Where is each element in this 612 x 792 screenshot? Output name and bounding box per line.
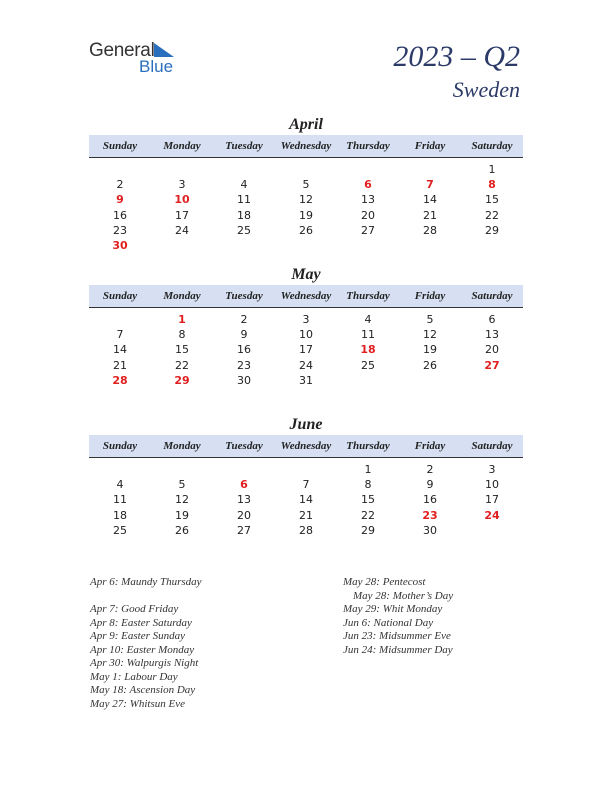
- day-cell: 2: [426, 463, 434, 476]
- day-cell: 2: [240, 313, 248, 326]
- empty-day-cell: [89, 462, 151, 477]
- day-cell: 28: [112, 373, 128, 387]
- day-cell: 18: [360, 343, 376, 357]
- day-cell: 9: [116, 193, 124, 207]
- day-cell: 22: [485, 208, 499, 222]
- day-cell: 29: [174, 373, 190, 387]
- weekday-label: Tuesday: [225, 140, 263, 152]
- day-cell: 2: [116, 178, 124, 192]
- day-cell: 16: [113, 208, 127, 222]
- empty-day-cell: [337, 238, 399, 253]
- day-cell: 19: [175, 508, 189, 522]
- empty-day-cell: [399, 238, 461, 253]
- holiday-note: Apr 10: Easter Monday: [90, 643, 195, 656]
- day-cell: 4: [240, 178, 248, 192]
- weekday-label: Monday: [163, 140, 201, 152]
- day-cell: 22: [361, 508, 375, 522]
- day-cell: 11: [361, 328, 375, 342]
- logo-general-text: General: [89, 40, 155, 61]
- empty-day-cell: [275, 162, 337, 177]
- month-april: [89, 115, 523, 253]
- day-cell: 11: [113, 493, 127, 507]
- empty-day-cell: [461, 523, 523, 538]
- weekday-label: Monday: [163, 440, 201, 452]
- holiday-note: May 18: Ascension Day: [90, 684, 196, 696]
- day-cell: 20: [485, 343, 499, 357]
- holiday-note: Jun 6: National Day: [343, 616, 434, 629]
- empty-day-cell: [213, 162, 275, 177]
- day-cell: 11: [237, 193, 251, 207]
- day-cell: 27: [361, 223, 375, 237]
- day-cell: 10: [174, 193, 190, 207]
- weekday-label: Thursday: [346, 140, 390, 152]
- day-cell: 9: [426, 478, 434, 492]
- weekday-label: Saturday: [471, 290, 513, 302]
- weekday-label: Sunday: [102, 140, 138, 152]
- holiday-notes-left: [90, 576, 202, 711]
- empty-day-cell: [151, 238, 213, 253]
- day-cell: 15: [175, 343, 189, 357]
- weekday-label: Friday: [414, 440, 446, 452]
- weekday-label: Wednesday: [280, 290, 332, 302]
- day-cell: 3: [302, 313, 310, 326]
- day-cell: 14: [113, 343, 127, 357]
- day-cell: 6: [488, 313, 496, 326]
- day-cell: 25: [361, 358, 375, 372]
- month-name: April: [289, 116, 323, 133]
- day-cell: 17: [175, 208, 189, 222]
- day-cell: 5: [426, 313, 434, 326]
- note-spacer: [90, 590, 202, 604]
- day-cell: 6: [364, 178, 372, 192]
- day-cell: 19: [299, 208, 313, 222]
- weekday-label: Tuesday: [225, 440, 263, 452]
- empty-day-cell: [337, 162, 399, 177]
- weekday-label: Tuesday: [225, 290, 263, 302]
- day-cell: 29: [485, 223, 499, 237]
- day-cell: 15: [485, 193, 499, 207]
- weekday-label: Sunday: [102, 290, 138, 302]
- day-cell: 23: [113, 223, 127, 237]
- day-cell: 28: [423, 223, 437, 237]
- weekday-label: Sunday: [102, 440, 138, 452]
- holiday-note: Apr 6: Maundy Thursday: [90, 576, 202, 588]
- day-cell: 29: [361, 523, 375, 537]
- day-cell: 12: [299, 193, 313, 207]
- day-cell: 28: [299, 523, 313, 537]
- empty-day-cell: [399, 373, 461, 388]
- weekday-label: Friday: [414, 290, 446, 302]
- month-may: [89, 265, 523, 388]
- month-name: May: [291, 266, 321, 283]
- day-cell: 14: [423, 193, 437, 207]
- day-cell: 3: [178, 178, 186, 192]
- day-cell: 18: [113, 508, 127, 522]
- day-cell: 17: [485, 493, 499, 507]
- day-cell: 10: [299, 328, 313, 342]
- holiday-notes-right: [343, 576, 453, 657]
- day-cell: 3: [488, 463, 496, 476]
- day-cell: 24: [175, 223, 189, 237]
- day-cell: 1: [364, 463, 372, 476]
- empty-day-cell: [213, 238, 275, 253]
- day-cell: 12: [175, 493, 189, 507]
- day-cell: 6: [240, 478, 248, 492]
- day-cell: 30: [237, 373, 251, 387]
- day-cell: 16: [237, 343, 251, 357]
- day-grid: [89, 312, 523, 388]
- holiday-note: May 28: Pentecost: [343, 576, 426, 588]
- day-cell: 4: [116, 478, 124, 492]
- holiday-note: Apr 7: Good Friday: [90, 603, 179, 615]
- weekday-label: Monday: [163, 290, 201, 302]
- weekday-label: Friday: [414, 140, 446, 152]
- day-cell: 10: [485, 478, 499, 492]
- empty-day-cell: [399, 162, 461, 177]
- empty-day-cell: [275, 462, 337, 477]
- holiday-note: Apr 30: Walpurgis Night: [90, 657, 199, 669]
- day-cell: 25: [237, 223, 251, 237]
- weekday-header: [89, 135, 523, 158]
- weekday-label: Wednesday: [280, 440, 332, 452]
- weekday-header: [89, 435, 523, 458]
- day-cell: 23: [237, 358, 251, 372]
- day-cell: 1: [178, 313, 186, 326]
- day-cell: 17: [299, 343, 313, 357]
- day-cell: 20: [361, 208, 375, 222]
- day-cell: 15: [361, 493, 375, 507]
- holiday-note: May 29: Whit Monday: [343, 603, 443, 615]
- day-cell: 7: [116, 328, 124, 342]
- holiday-note: May 27: Whitsun Eve: [90, 697, 185, 710]
- day-cell: 30: [423, 523, 437, 537]
- day-cell: 13: [485, 328, 499, 342]
- day-cell: 27: [237, 523, 251, 537]
- day-cell: 30: [112, 238, 128, 252]
- day-cell: 8: [178, 328, 186, 342]
- weekday-label: Saturday: [471, 440, 513, 452]
- day-grid: [89, 162, 523, 253]
- day-cell: 24: [484, 508, 500, 522]
- day-cell: 14: [299, 493, 313, 507]
- weekday-header: [89, 285, 523, 308]
- weekday-label: Saturday: [471, 140, 513, 152]
- day-cell: 23: [422, 508, 438, 522]
- empty-day-cell: [275, 238, 337, 253]
- day-grid: [89, 462, 523, 538]
- empty-day-cell: [461, 238, 523, 253]
- day-cell: 20: [237, 508, 251, 522]
- day-cell: 26: [175, 523, 189, 537]
- day-cell: 24: [299, 358, 313, 372]
- day-cell: 19: [423, 343, 437, 357]
- holiday-note: Apr 8: Easter Saturday: [90, 616, 192, 629]
- day-cell: 22: [175, 358, 189, 372]
- day-cell: 27: [484, 358, 500, 372]
- holiday-note: May 1: Labour Day: [90, 670, 178, 683]
- holiday-note: Jun 24: Midsummer Day: [343, 643, 453, 656]
- day-cell: 18: [237, 208, 251, 222]
- empty-day-cell: [89, 312, 151, 327]
- day-cell: 5: [302, 178, 310, 192]
- day-cell: 26: [299, 223, 313, 237]
- day-cell: 7: [426, 178, 434, 192]
- brand-logo: [89, 40, 189, 76]
- month-name: June: [289, 416, 323, 433]
- month-june: [89, 415, 523, 538]
- empty-day-cell: [151, 162, 213, 177]
- day-cell: 26: [423, 358, 437, 372]
- empty-day-cell: [461, 373, 523, 388]
- page-title: 2023 – Q2: [393, 40, 520, 73]
- day-cell: 25: [113, 523, 127, 537]
- day-cell: 16: [423, 493, 437, 507]
- day-cell: 21: [299, 508, 313, 522]
- logo-blue-text: Blue: [139, 57, 174, 76]
- day-cell: 4: [364, 313, 372, 326]
- holiday-note: May 28: Mother’s Day: [353, 589, 454, 602]
- day-cell: 5: [178, 478, 186, 492]
- day-cell: 8: [364, 478, 372, 492]
- day-cell: 8: [488, 178, 496, 192]
- day-cell: 31: [299, 373, 313, 387]
- holiday-note: Apr 9: Easter Sunday: [90, 630, 186, 642]
- day-cell: 1: [488, 163, 496, 176]
- day-cell: 21: [423, 208, 437, 222]
- day-cell: 21: [113, 358, 127, 372]
- empty-day-cell: [89, 162, 151, 177]
- holiday-note: Jun 23: Midsummer Eve: [343, 630, 451, 642]
- weekday-label: Thursday: [346, 440, 390, 452]
- empty-day-cell: [337, 373, 399, 388]
- empty-day-cell: [151, 462, 213, 477]
- weekday-label: Thursday: [346, 290, 390, 302]
- empty-day-cell: [213, 462, 275, 477]
- day-cell: 13: [361, 193, 375, 207]
- day-cell: 9: [240, 328, 248, 342]
- day-cell: 7: [302, 478, 310, 492]
- country-subtitle: Sweden: [452, 77, 520, 102]
- weekday-label: Wednesday: [280, 140, 332, 152]
- day-cell: 12: [423, 328, 437, 342]
- day-cell: 13: [237, 493, 251, 507]
